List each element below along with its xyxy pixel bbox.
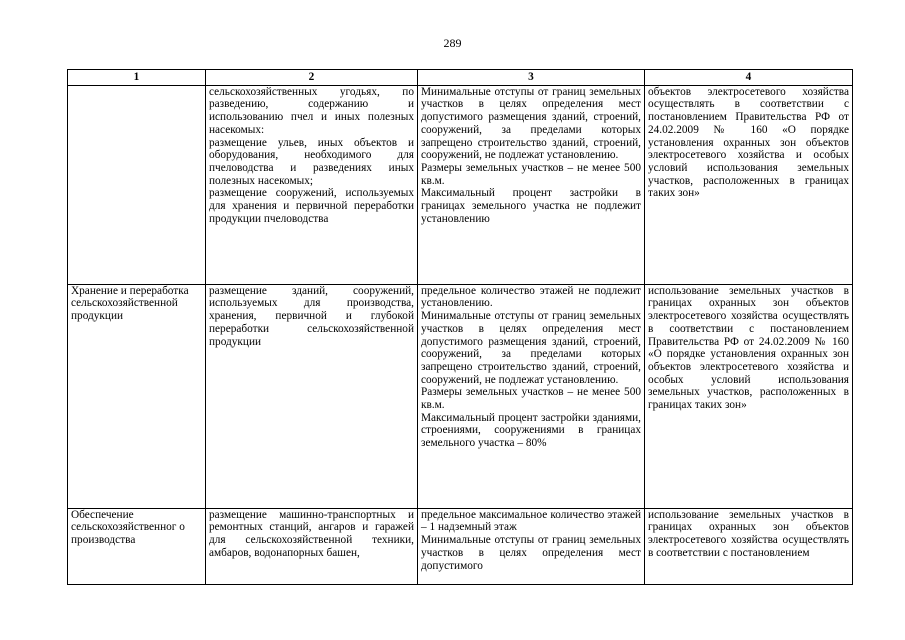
header-col-3: 3 (418, 70, 645, 86)
paragraph: предельное количество этажей не подлежит установлению. (421, 284, 641, 310)
paragraph: размещение машинно-транспортных и ремонтных станций, ангаров и гаражей для сельскохозяйственной техники, амбаров, водонапорных башен, (209, 508, 414, 559)
paragraph: Минимальные отступы от границ земельных участков в целях определения мест допустимого размещения зданий, строений, сооружений, за пределами которых запрещено строительство зданий, строений, сооружений, не подлежат установлению. (421, 85, 641, 162)
table-row (68, 85, 853, 284)
cell-parameters (418, 508, 645, 584)
cell-use-description (206, 508, 418, 584)
cell-parameters (418, 85, 645, 284)
paragraph: Максимальный процент застройки зданиями, строениями, сооружениями в границах земельного участка – 80% (421, 411, 641, 450)
paragraph: Хранение и переработка сельскохозяйственной продукции (71, 284, 189, 323)
paragraph: использование земельных участков в границах охранных зон объектов электросетевого хозяйства осуществлять в соответствии с постановлением Правительства РФ от 24.02.2009 № 160 «О порядке установления охранных зон объектов электросетевого хозяйства и особых условий использования земельных участков, расположенных в границах таких зон» (648, 284, 849, 412)
paragraph: Обеспечение сельскохозяйственног о производства (71, 508, 185, 547)
cell-restrictions (645, 85, 853, 284)
page-number: 289 (443, 36, 462, 50)
paragraph: Минимальные отступы от границ земельных участков в целях определения мест допустимого (421, 534, 641, 572)
paragraph: Размеры земельных участков – не менее 500 кв.м. (421, 161, 641, 187)
header-col-1: 1 (68, 70, 206, 86)
paragraph: Максимальный процент застройки в границах земельного участка не подлежит установлению (421, 187, 641, 225)
paragraph: Размеры земельных участков – не менее 500 кв.м. (421, 386, 641, 412)
paragraph: размещение ульев, иных объектов и оборудования, необходимого для пчеловодства и разведениях иных полезных насекомых; (209, 136, 414, 187)
cell-use-type (68, 508, 206, 584)
table-header-row (68, 70, 853, 86)
cell-restrictions (645, 508, 853, 584)
paragraph: предельное максимальное количество этажей – 1 надземный этаж (421, 508, 641, 534)
cell-use-description (206, 85, 418, 284)
header-col-2: 2 (206, 70, 418, 86)
paragraph: сельскохозяйственных угодьях, по разведению, содержанию и использованию пчел и иных полезных насекомых: (209, 85, 414, 136)
paragraph: размещение сооружений, используемых для хранения и первичной переработки продукции пчеловодства (209, 187, 414, 225)
paragraph: объектов электросетевого хозяйства осуществлять в соответствии с постановлением Правительства РФ от 24.02.2009 № 160 «О порядке установления охранных зон объектов электросетевого хозяйства и особых условий использования земельных участков, расположенных в границах таких зон» (648, 85, 849, 200)
cell-parameters (418, 284, 645, 508)
paragraph: использование земельных участков в границах охранных зон объектов электросетевого хозяйства осуществлять в соответствии с постановлением (648, 508, 849, 559)
cell-use-type (68, 85, 206, 284)
paragraph: размещение зданий, сооружений, используемых для производства, хранения, первичной и глубокой переработки сельскохозяйственной продукции (209, 284, 414, 348)
paragraph: Минимальные отступы от границ земельных участков в целях определения мест допустимого размещения зданий, строений, сооружений, за пределами которых запрещено строительство зданий, строений, сооружений, не подлежат установлению. (421, 310, 641, 386)
cell-use-type (68, 284, 206, 508)
header-col-4: 4 (645, 70, 853, 86)
table-row (68, 284, 853, 508)
cell-use-description (206, 284, 418, 508)
table-row (68, 508, 853, 584)
cell-restrictions (645, 284, 853, 508)
zoning-table (67, 69, 853, 585)
